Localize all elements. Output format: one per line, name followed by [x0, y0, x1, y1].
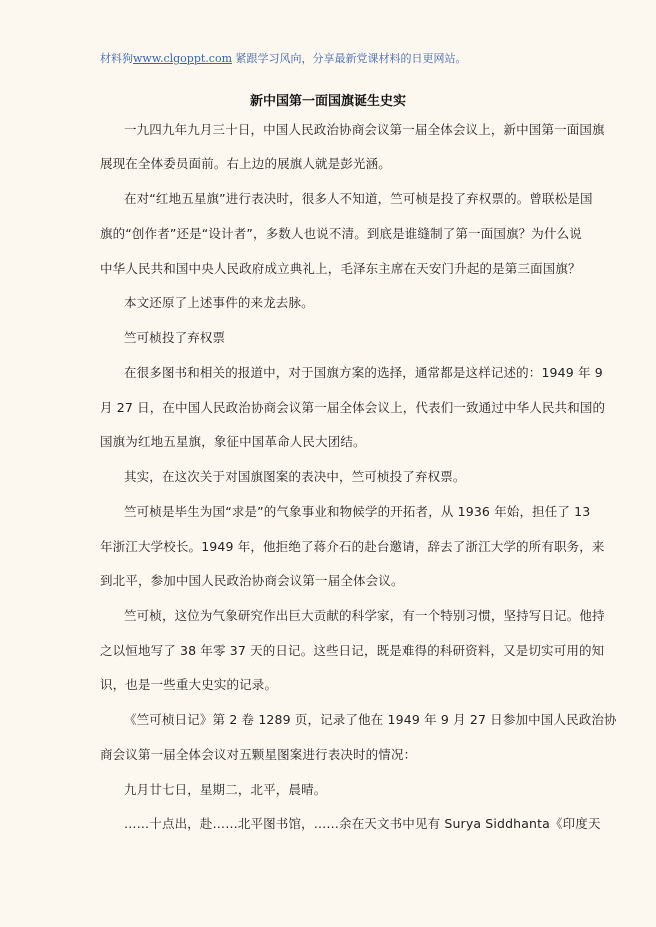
text-line: 本文还原了上述事件的来龙去脉。	[124, 295, 314, 310]
text-line: 国旗为红地五星旗，象征中国革命人民大团结。	[100, 434, 366, 449]
text-line: 月 27 日，在中国人民政治协商会议第一届全体会议上，代表们一致通过中华人民共和国的	[100, 400, 606, 415]
text-line: 一九四九年九月三十日，中国人民政治协商会议第一届全体会议上，新中国第一面国旗	[124, 122, 605, 137]
text-line: 之以恒地写了 38 年零 37 天的日记。这些日记，既是难得的科研资料，又是切实可用的知	[100, 643, 605, 658]
text-line: 展现在全体委员面前。右上边的展旗人就是彭光涵。	[100, 156, 391, 171]
header-prefix: 材料狗	[100, 52, 133, 65]
document-title: 新中国第一面国旗诞生史实	[249, 94, 406, 109]
text-line: 九月廿七日，星期二，北平，晨晴。	[124, 782, 327, 797]
text-line: 中华人民共和国中央人民政府成立典礼上，毛泽东主席在天安门升起的是第三面国旗？	[100, 261, 581, 276]
text-line: 在对“红地五星旗”进行表决时，很多人不知道，竺可桢是投了弃权票的。曾联松是国	[124, 191, 593, 206]
text-line: 商会议第一届全体会议对五颗星图案进行表决时的情况：	[100, 747, 417, 762]
header-suffix: 紧跟学习风向，分享最新党课材料的日更网站。	[232, 52, 467, 65]
text-line: 竺可桢，这位为气象研究作出巨大贡献的科学家，有一个特别习惯，坚持写日记。他持	[124, 608, 605, 623]
text-line: 到北平，参加中国人民政治协商会议第一届全体会议。	[100, 573, 404, 588]
text-line: 其实，在这次关于对国旗图案的表决中，竺可桢投了弃权票。	[124, 469, 466, 484]
text-line: 《竺可桢日记》第 2 卷 1289 页，记录了他在 1949 年 9 月 27 日参加中国人民政治协	[124, 712, 617, 727]
text-line: 旗的“创作者”还是“设计者”，多数人也说不清。到底是谁缝制了第一面国旗？为什么说	[100, 226, 582, 241]
text-line: 识，也是一些重大史实的记录。	[100, 677, 278, 692]
section-heading: 竺可桢投了弃权票	[124, 330, 226, 345]
text-line: 在很多图书和相关的报道中，对于国旗方案的选择，通常都是这样记述的：1949 年 9	[124, 365, 603, 380]
header-banner	[100, 50, 467, 66]
header-link[interactable]: www.clgoppt.com	[133, 52, 232, 65]
text-line: ……十点出，赴……北平图书馆，……余在天文书中见有 Surya Siddhanta《印度天	[124, 816, 601, 831]
text-line: 竺可桢是毕生为国“求是”的气象事业和物候学的开拓者，从 1936 年始，担任了 13	[124, 504, 591, 519]
text-line: 年浙江大学校长。1949 年，他拒绝了蒋介石的赴台邀请，辞去了浙江大学的所有职务，来	[100, 539, 605, 554]
